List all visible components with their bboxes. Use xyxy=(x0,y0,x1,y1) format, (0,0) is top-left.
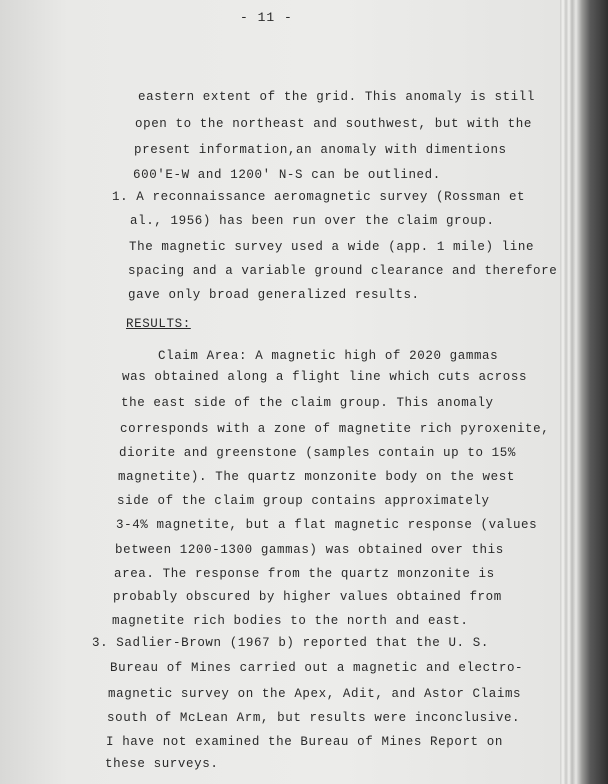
text-line: open to the northeast and southwest, but with the xyxy=(135,117,532,131)
text-line: corresponds with a zone of magnetite rich pyroxenite, xyxy=(120,422,550,436)
text-line: 1. A reconnaissance aeromagnetic survey (Rossman et xyxy=(112,190,526,204)
text-line: magnetic survey on the Apex, Adit, and Astor Claims xyxy=(108,687,522,701)
text-line: spacing and a variable ground clearance and therefore xyxy=(128,264,558,278)
text-line: these surveys. xyxy=(105,757,219,771)
section-heading: RESULTS: xyxy=(126,317,191,331)
text-line: between 1200-1300 gammas) was obtained over this xyxy=(115,543,504,557)
text-line: diorite and greenstone (samples contain up to 15% xyxy=(119,446,516,460)
text-line: present information,an anomaly with dimentions xyxy=(134,143,507,157)
text-line: the east side of the claim group. This anomaly xyxy=(121,396,494,410)
text-line: south of McLean Arm, but results were inconclusive. xyxy=(107,711,521,725)
text-line: 600'E-W and 1200' N-S can be outlined. xyxy=(133,168,441,182)
text-line: 3. Sadlier-Brown (1967 b) reported that the U. S. xyxy=(92,636,489,650)
page-stack-edge xyxy=(560,0,608,784)
text-line: Bureau of Mines carried out a magnetic and electro- xyxy=(110,661,524,675)
text-line: gave only broad generalized results. xyxy=(128,288,420,302)
text-line: magnetite). The quartz monzonite body on the west xyxy=(118,470,515,484)
text-line: The magnetic survey used a wide (app. 1 mile) line xyxy=(129,240,535,254)
text-line: 3-4% magnetite, but a flat magnetic response (values xyxy=(116,518,538,532)
text-line: probably obscured by higher values obtained from xyxy=(113,590,502,604)
text-line: magnetite rich bodies to the north and east. xyxy=(112,614,469,628)
text-line: Claim Area: A magnetic high of 2020 gammas xyxy=(158,349,499,363)
text-line: was obtained along a flight line which cuts across xyxy=(122,370,528,384)
text-line: side of the claim group contains approximately xyxy=(117,494,490,508)
text-line: area. The response from the quartz monzonite is xyxy=(114,567,495,581)
text-line: eastern extent of the grid. This anomaly is still xyxy=(138,90,535,104)
text-line: al., 1956) has been run over the claim group. xyxy=(130,214,495,228)
page-number: - 11 - xyxy=(240,10,293,25)
text-line: I have not examined the Bureau of Mines Report on xyxy=(106,735,503,749)
